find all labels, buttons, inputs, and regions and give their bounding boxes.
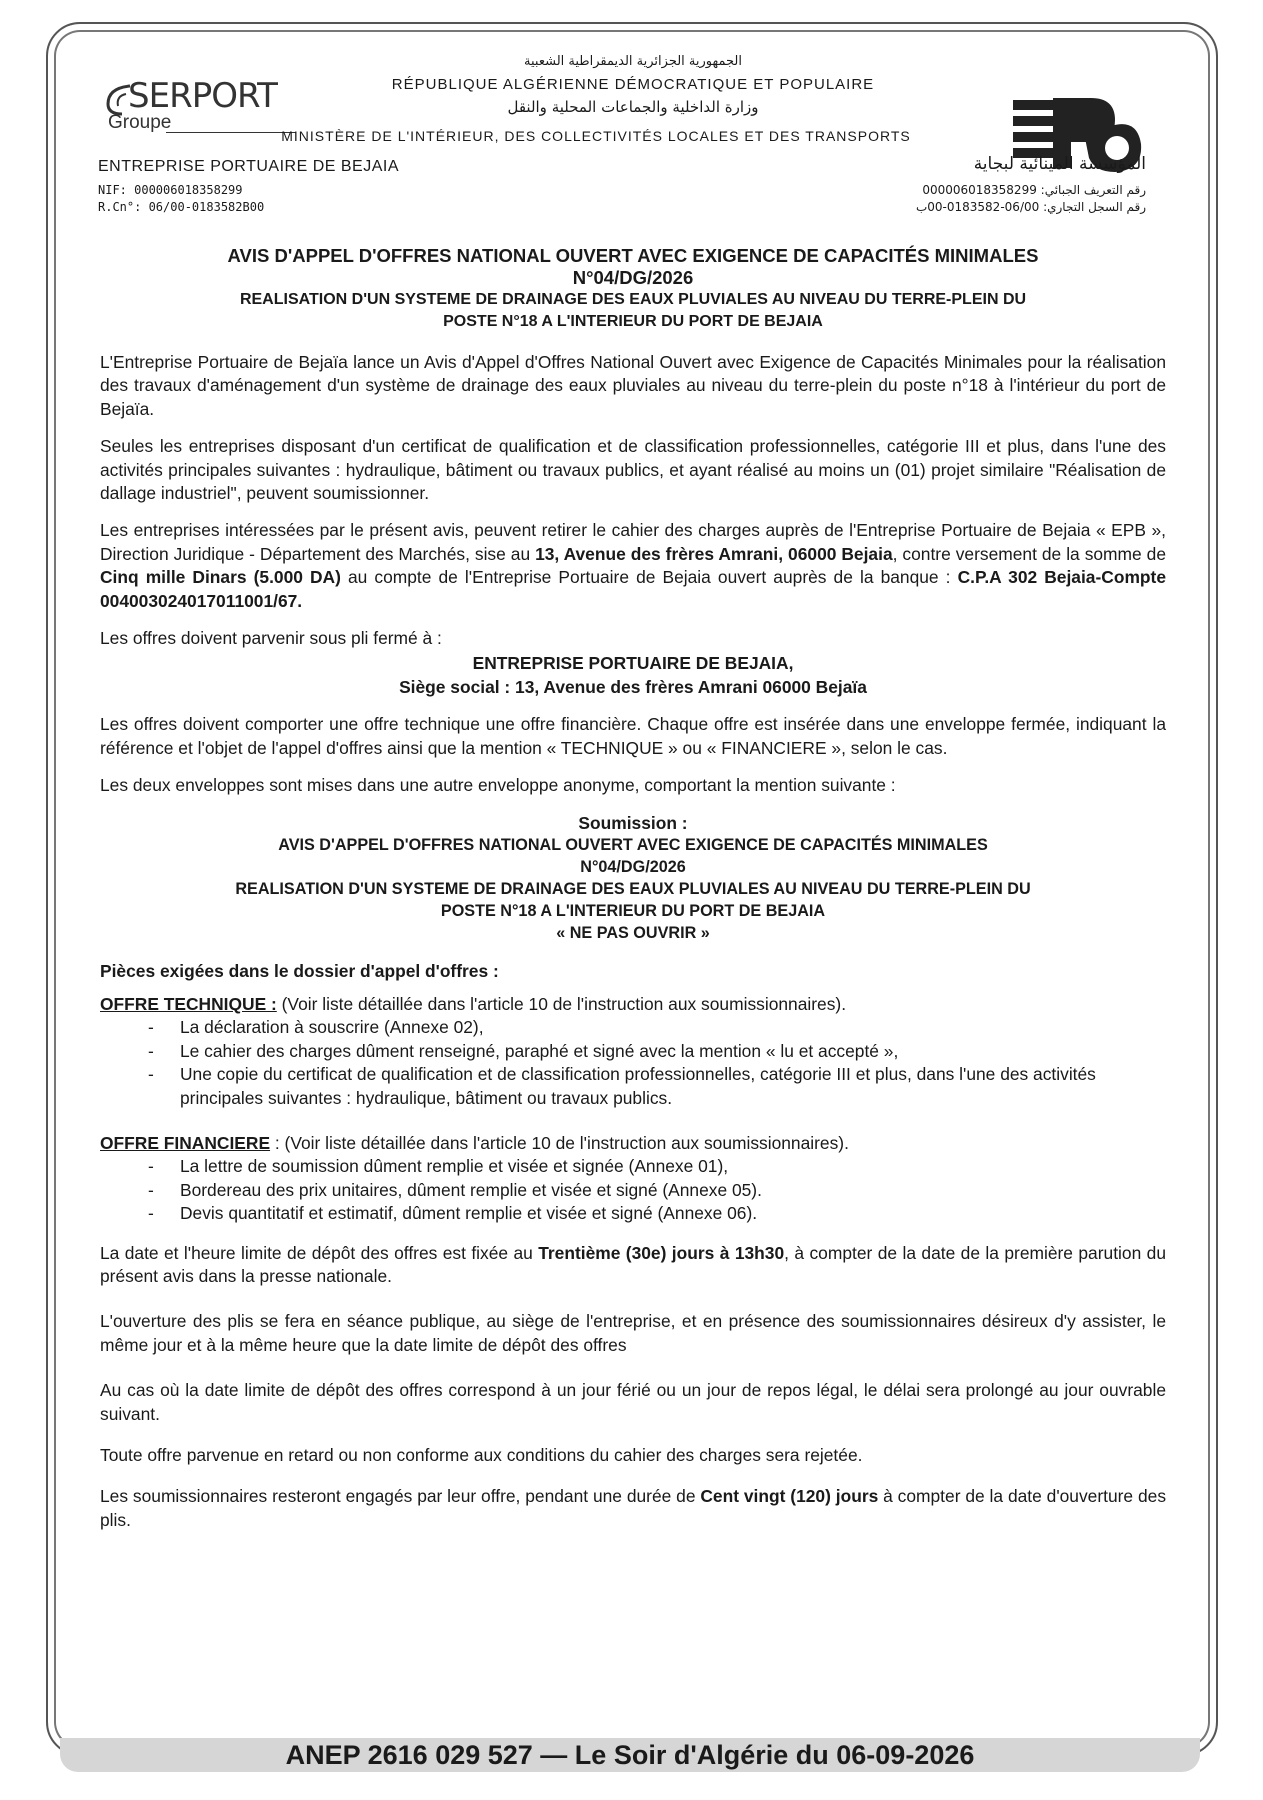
address-line: Siège social : 13, Avenue des frères Amrani 06000 Bejaïa xyxy=(399,676,867,697)
paragraph-deadline: La date et l'heure limite de dépôt des offres est fixée au Trentième (30e) jours à 13h30, à compter de la date de la première parution du présent avis dans la presse nationale. xyxy=(100,1242,1166,1286)
paragraph-validity: Les soumissionnaires resteront engagés par leur offre, pendant une durée de Cent vingt (120) jours à compter de la date d'ouverture des plis. xyxy=(100,1486,1167,1530)
arabic-enterprise-name: المؤسسة المينائية لبجاية xyxy=(973,154,1146,174)
submission-line-5: POSTE N°18 A L'INTERIEUR DU PORT DE BEJAIA xyxy=(440,901,826,920)
pieces-heading: Pièces exigées dans le dossier d'appel d'offres : xyxy=(100,960,499,981)
paragraph-rejection: Toute offre parvenue en retard ou non conforme aux conditions du cahier des charges sera rejetée. xyxy=(100,1445,863,1465)
enterprise-ids xyxy=(98,182,264,216)
enterprise-name: ENTREPRISE PORTUAIRE DE BEJAIA xyxy=(98,158,399,175)
paragraph-intro: L'Entreprise Portuaire de Bejaïa lance un Avis d'Appel d'Offres National Ouvert avec Exigence de Capacités Minimales pour la réalisation des travaux d'aménagement d'un système de drainage des eaux pluviales au niveau du terre-plein du poste n°18 à l'intérieur du port de Bejaïa. xyxy=(100,352,1166,419)
paragraph-envelopes: Les offres doivent comporter une offre technique une offre financière. Chaque offre est insérée dans une enveloppe fermée, indiquant la référence et l'objet de l'appel d'offres ainsi que la mention « TECHNIQUE » ou « FINANCIERE », selon le cas. xyxy=(100,714,1166,758)
title-line-4: POSTE N°18 A L'INTERIEUR DU PORT DE BEJAIA xyxy=(443,313,823,330)
submission-block xyxy=(100,812,1166,944)
letterhead xyxy=(98,46,1166,214)
technical-offer-list xyxy=(100,1016,1166,1110)
paragraph-delivery: Les offres doivent parvenir sous pli fermé à : xyxy=(100,628,442,649)
rc-number: R.Cn°: 06/00-0183582B00 xyxy=(98,200,265,214)
paragraph-anonymous: Les deux enveloppes sont mises dans une autre enveloppe anonyme, comportant la mention suivante : xyxy=(100,775,896,796)
republic-line: RÉPUBLIQUE ALGÉRIENNE DÉMOCRATIQUE ET POPULAIRE xyxy=(391,76,875,93)
list-item: - Bordereau des prix unitaires, dûment remplie et visée et signé (Annexe 05). xyxy=(100,1179,1166,1202)
paragraph-opening: L'ouverture des plis se fera en séance publique, au siège de l'entreprise, et en présence des soumissionnaires désireux d'y assister, le même jour et à la même heure que la date limite de dépôt des offres xyxy=(100,1311,1166,1355)
submission-label: Soumission : xyxy=(578,812,688,833)
notice-title xyxy=(100,245,1166,333)
paragraph-eligibility: Seules les entreprises disposant d'un certificat de qualification et de classification professionnelles, catégorie III et plus, dans l'une des activités principales suivantes : hydraulique, bâtiment ou travaux publics, et ayant réalisé au moins un (01) projet similaire "Réalisation de dallage industriel", peuvent soumissionner. xyxy=(100,436,1166,504)
arabic-ministry: وزارة الداخلية والجماعات المحلية والنقل xyxy=(507,98,759,116)
technical-offer-heading: OFFRE TECHNIQUE : (Voir liste détaillée dans l'article 10 de l'instruction aux soumissionnaires). xyxy=(100,993,847,1014)
address-name: ENTREPRISE PORTUAIRE DE BEJAIA, xyxy=(472,653,794,674)
title-line-1: AVIS D'APPEL D'OFFRES NATIONAL OUVERT AVEC EXIGENCE DE CAPACITÉS MINIMALES xyxy=(227,245,1039,266)
list-item: - Le cahier des charges dûment renseigné, paraphé et signé avec la mention « lu et accepté », xyxy=(100,1040,1166,1063)
nif-number: NIF: 000006018358299 xyxy=(98,183,243,197)
arabic-nif: رقم التعريف الجبائي: 000006018358299 xyxy=(922,183,1146,197)
financial-offer-heading: OFFRE FINANCIERE : (Voir liste détaillée dans l'article 10 de l'instruction aux soumissionnaires). xyxy=(100,1132,849,1153)
list-item: - Devis quantitatif et estimatif, dûment remplie et visée et signé (Annexe 06). xyxy=(100,1202,1166,1225)
submission-line-4: REALISATION D'UN SYSTEME DE DRAINAGE DES EAUX PLUVIALES AU NIVEAU DU TERRE-PLEIN DU xyxy=(235,879,1031,898)
delivery-address xyxy=(100,652,1166,699)
list-item: - La lettre de soumission dûment remplie et visée et signée (Annexe 01), xyxy=(100,1155,1166,1178)
serport-logo-sub: Groupe xyxy=(108,112,172,133)
paragraph-retrieval: Les entreprises intéressées par le présent avis, peuvent retirer le cahier des charges auprès de l'Entreprise Portuaire de Bejaia « EPB », Direction Juridique - Département des Marchés, sise au 13, Avenue des frères Amrani, 06000 Bejaia, contre versement de la somme de Cinq mille Dinars (5.000 DA) au compte de l'Entreprise Portuaire de Bejaia ouvert auprès de la banque : C.P.A 302 Bejaia-Compte 004003024017011001/67. xyxy=(100,520,1167,611)
serport-logo-text: SERPORT xyxy=(128,76,277,116)
arabic-enterprise-ids xyxy=(916,182,1146,216)
submission-ref: N°04/DG/2026 xyxy=(580,857,686,876)
paragraph-holiday: Au cas où la date limite de dépôt des offres correspond à un jour férié ou un jour de repos légal, le délai sera prolongé au jour ouvrable suivant. xyxy=(100,1380,1166,1424)
title-ref: N°04/DG/2026 xyxy=(572,267,694,288)
notice-content xyxy=(100,46,1166,1546)
title-line-3: REALISATION D'UN SYSTEME DE DRAINAGE DES EAUX PLUVIALES AU NIVEAU DU TERRE-PLEIN DU xyxy=(239,291,1027,308)
list-item: - Une copie du certificat de qualification et de classification professionnelles, catégorie III et plus, dans l'une des activités principales suivantes : hydraulique, bâtiment ou travaux publics. xyxy=(100,1063,1166,1110)
ministry-line: MINISTÈRE DE L'INTÉRIEUR, DES COLLECTIVITÉS LOCALES ET DES TRANSPORTS xyxy=(281,128,911,144)
arabic-rc: رقم السجل التجاري: 06/00-0183582-00ب xyxy=(915,200,1146,214)
financial-offer-list xyxy=(100,1155,1166,1225)
submission-line-2: AVIS D'APPEL D'OFFRES NATIONAL OUVERT AVEC EXIGENCE DE CAPACITÉS MINIMALES xyxy=(278,835,988,854)
list-item: - La déclaration à souscrire (Annexe 02), xyxy=(100,1016,1166,1039)
arabic-republic: الجمهورية الجزائرية الديمقراطية الشعبية xyxy=(524,54,742,69)
do-not-open: « NE PAS OUVRIR » xyxy=(556,923,710,942)
publication-footer: ANEP 2616 029 527 — Le Soir d'Algérie du 06-09-2026 xyxy=(60,1738,1200,1772)
